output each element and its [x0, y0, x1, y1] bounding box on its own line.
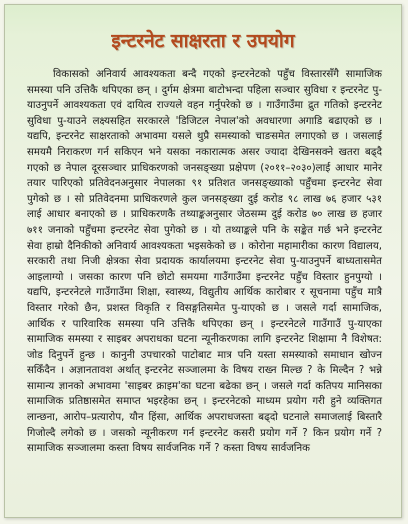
article-panel [4, 4, 402, 518]
article-body: विकासको अनिवार्य आवश्यकता बन्दै गएको इन्टरनेटको पहुँच विस्तारसँगै सामाजिक समस्या पनि उत्तिकै थपिएका छन् । दुर्गम क्षेत्रमा बाटोभन्दा पहिला सञ्चार सुविधा र इन्टरनेट पु-याउनुपर्ने आवश्यकता एवं दायित्व राज्यले वहन गर्नुपरेको छ । गाउँगाउँमा द्रुत गतिको इन्टरनेट सुविधा पु-याउने लक्ष्यसहित सरकारले 'डिजिटल नेपाल'को अवधारणा अगाडि बढाएको छ । यद्यपि, इन्टरनेट साक्षरताको अभावमा यसले थुप्रै समस्याको चाङसमेत लगाएको छ । जसलाई समयमै निराकरण गर्न सकिएन भने यसका नकारात्मक असर ज्यादा देखिनसक्ने खतरा बढ्दै गएको छ नेपाल दूरसञ्चार प्राधिकरणको जनसङ्ख्या प्रक्षेपण (२०११–२०३०)लाई आधार मानेर तयार पारिएको प्रतिवेदनअनुसार नेपालका ९१ प्रतिशत जनसङ्ख्याको पहुँचमा इन्टरनेट सेवा पुगेको छ । सो प्रतिवेदनमा प्राधिकरणले कुल जनसङ्ख्या दुई करोड ९८ लाख ७६ हजार ५३१ लाई आधार बनाएको छ । प्राधिकरणकै तथ्याङ्कअनुसार जेठसम्म दुई करोड ७० लाख छ हजार ७११ जनाको पहुँचमा इन्टरनेट सेवा पुगेको छ । यो तथ्याङ्कले पनि के सङ्केत गर्छ भने इन्टरनेट सेवा हाम्रो दैनिकीको अनिवार्य आवश्यकता भइसकेको छ । कोरोना महामारीका कारण विद्यालय, सरकारी तथा निजी क्षेत्रका सेवा प्रदायक कार्यालयमा इन्टरनेट सेवा पु-याउनुपर्ने बाध्यतासमेत आइलाग्यो । जसका कारण पनि छोटो समयमा गाउँगाउँमा इन्टरनेट पहुँच विस्तार हुनपुग्यो । यद्यपि, इन्टरनेटले गाउँगाउँमा शिक्षा, स्वास्थ्य, विद्युतीय आर्थिक कारोबार र सूचनामा पहुँच मात्रै विस्तार गरेको छैन, प्रशस्त विकृति र विसङ्गतिसमेत पु-याएको छ । जसले गर्दा सामाजिक, आर्थिक र पारिवारिक समस्या पनि उत्तिकै थपिएका छन् । इन्टरनेटले गाउँगाउँ पु-याएका सामाजिक समस्या र साइबर अपराधका घटना न्यूनीकरणका लागि इन्टरनेट शिक्षामा नै विशेषत: जोड दिनुपर्ने हुन्छ । कानुनी उपचारको पाटोबाट मात्र पनि यस्ता समस्याको समाधान खोज्न सकिँदैन । अज्ञानतावश अर्थात् इन्टरनेट सञ्जालमा के विषय राख्न मिल्छ ? के मिल्दैन ? भन्ने सामान्य ज्ञानको अभावमा 'साइबर क्राइम'का घटना बढेका छन् । जसले गर्दा कतिपय मानिसका सामाजिक प्रतिष्ठासमेत समाप्त भइरहेका छन् । इन्टरनेटको माध्यम प्रयोग गरी हुने व्यक्तिगत लान्छना, आरोप–प्रत्यारोप, यौन हिंसा, आर्थिक अपराधजस्ता बढ्दो घटनाले समाजलाई बिस्तारै गिजोल्दै लगेको छ । जसको न्यूनीकरण गर्न इन्टरनेट कसरी प्रयोग गर्ने ? किन प्रयोग गर्ने ? सामाजिक सञ्जालमा कस्ता विषय सार्वजनिक गर्ने ? कस्ता विषय सार्वजनिक [27, 69, 382, 455]
article-title: इन्टरनेट साक्षरता र उपयोग [111, 30, 295, 52]
